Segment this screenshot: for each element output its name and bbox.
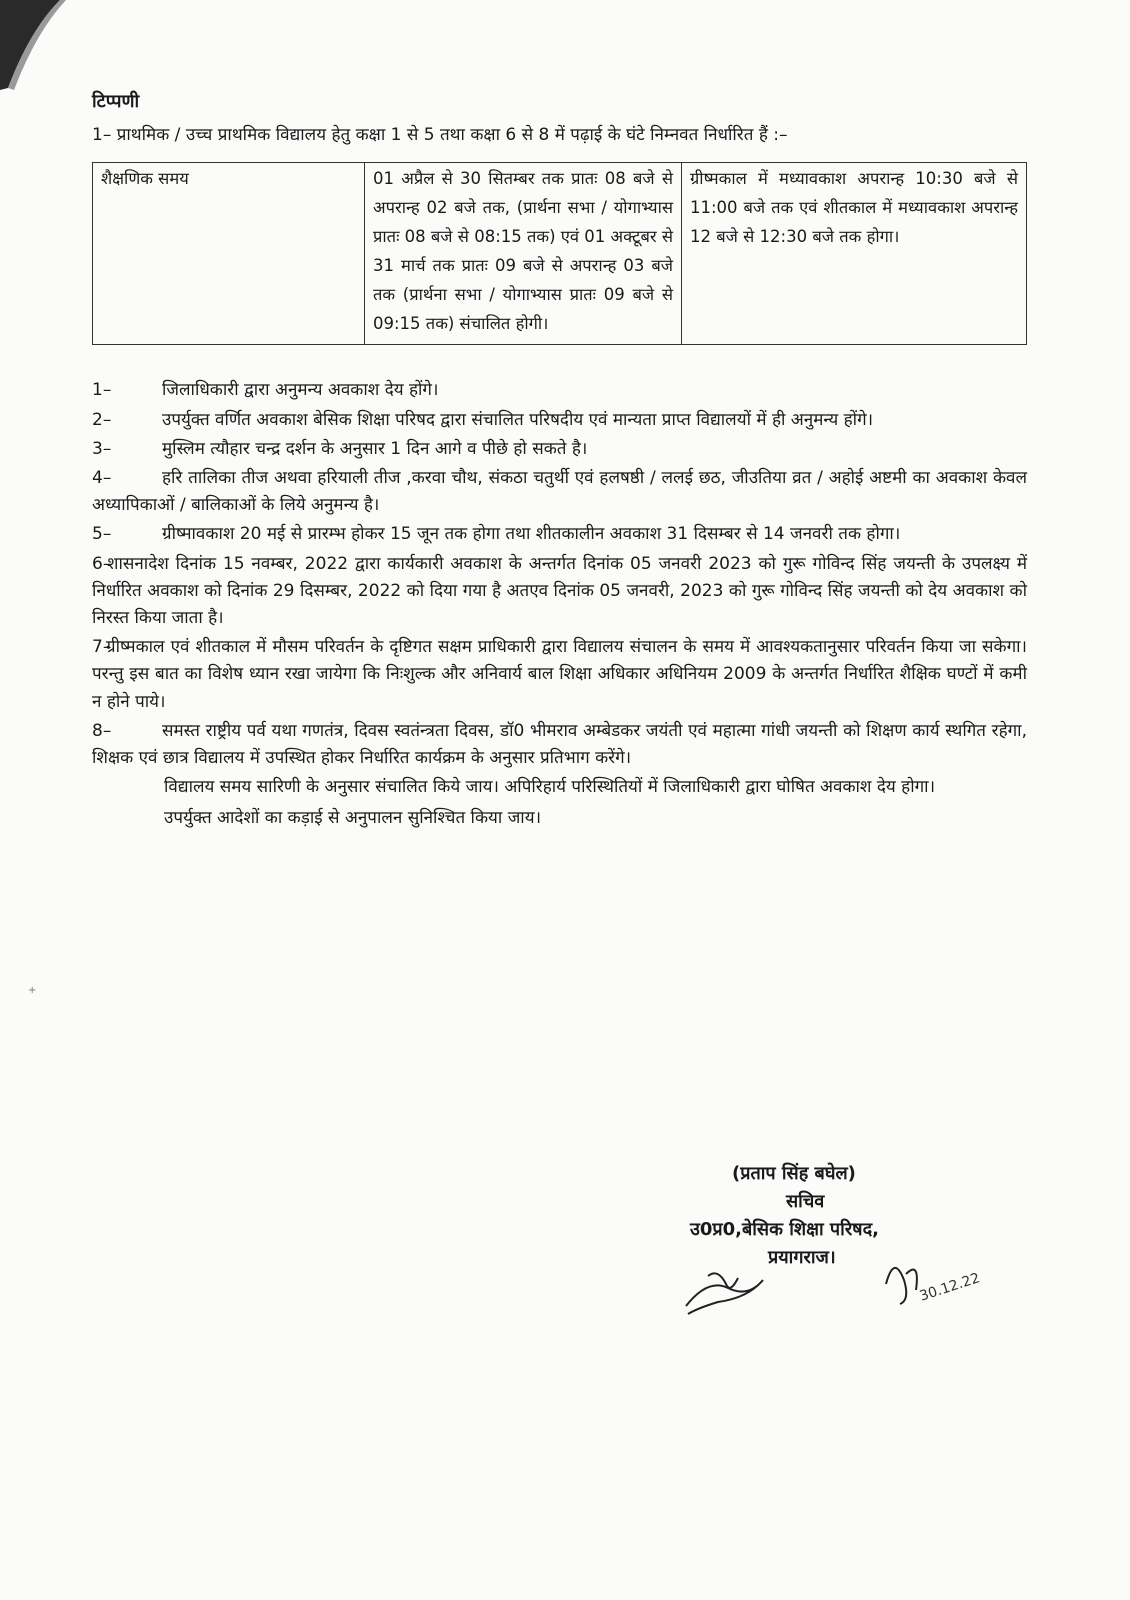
note-text: उपर्युक्त वर्णित अवकाश बेसिक शिक्षा परिषद द्वारा संचालित परिषदीय एवं मान्यता प्राप्त विद्यालयों में ही अनुमन्य होंगे। xyxy=(162,409,874,430)
list-item xyxy=(92,407,1027,434)
interval-detail-cell: ग्रीष्मकाल में मध्यावकाश अपरान्ह 10:30 बजे से 11:00 बजे तक एवं शीतकाल में मध्यावकाश अपरान्ह 12 बजे से 12:30 बजे तक होगा। xyxy=(682,163,1027,345)
note-number: 2– xyxy=(92,409,112,430)
scan-corner-shadow xyxy=(0,0,70,90)
note-number: 1– xyxy=(92,380,112,401)
closing-paragraph: विद्यालय समय सारिणी के अनुसार संचालित किये जाय। अपिरिहार्य परिस्थितियों में जिलाधिकारी द्वारा घोषित अवकाश देय होगा। xyxy=(164,777,936,798)
note-number: 6– xyxy=(92,553,112,574)
note-number: 5– xyxy=(92,524,112,545)
timing-detail-cell: 01 अप्रैल से 30 सितम्बर तक प्रातः 08 बजे से अपरान्ह 02 बजे तक, (प्रार्थना सभा / योगाभ्यास प्रातः 08 बजे से 08:15 तक) एवं 01 अक्टूबर से 31 मार्च तक प्रातः 09 बजे से अपरान्ह 03 बजे तक (प्रार्थना सभा / योगाभ्यास प्रातः 09 बजे से 09:15 तक) संचालित होगी। xyxy=(365,163,682,345)
school-timing-table xyxy=(92,162,1027,345)
scan-speck: + xyxy=(28,985,37,996)
list-item xyxy=(92,436,1027,463)
signatory-office: उ0प्र0,बेसिक शिक्षा परिषद, xyxy=(690,1218,879,1240)
closing-instruction: उपर्युक्त आदेशों का कड़ाई से अनुपालन सुनिश्चित किया जाय। xyxy=(164,808,542,829)
note-text: मुस्लिम त्यौहार चन्द्र दर्शन के अनुसार 1 दिन आगे व पीछे हो सकते है। xyxy=(162,438,588,459)
note-text: शासनादेश दिनांक 15 नवम्बर, 2022 द्वारा कार्यकारी अवकाश के अन्तर्गत दिनांक 05 जनवरी 2023 को गुरू गोविन्द सिंह जयन्ती के उपलक्ष्य में निर्धारित अवकाश को दिनांक 29 दिसम्बर, 2022 को दिया गया है अतएव दिनांक 05 जनवरी, 2023 को गुरू गोविन्द सिंह जयन्ती को देय अवकाश को निरस्त किया जाता है। xyxy=(92,553,1027,628)
signatory-name: (प्रताप सिंह बघेल) xyxy=(732,1163,856,1184)
list-item xyxy=(92,465,1027,519)
list-item xyxy=(92,377,1027,404)
list-item xyxy=(92,521,1027,548)
list-item xyxy=(92,551,1027,633)
list-item xyxy=(92,634,1027,716)
note-text: जिलाधिकारी द्वारा अनुमन्य अवकाश देय होंगे। xyxy=(162,380,439,401)
notes-heading: टिप्पणी xyxy=(92,91,140,112)
notes-list xyxy=(92,377,1027,772)
note-number: 8– xyxy=(92,720,112,741)
signatory-place: प्रयागराज। xyxy=(768,1246,836,1268)
handwritten-signature xyxy=(678,1258,788,1318)
note-number: 3– xyxy=(92,438,112,459)
table-row xyxy=(93,163,1027,345)
document-body xyxy=(92,88,1027,836)
note-number: 4– xyxy=(92,468,112,489)
note-text: ग्रीष्मकाल एवं शीतकाल में मौसम परिवर्तन के दृष्टिगत सक्षम प्राधिकारी द्वारा विद्यालय संचालन के समय में आवश्यकतानुसार परिवर्तन किया जा सकेगा। परन्तु इस बात का विशेष ध्यान रखा जायेगा कि निःशुल्क और अनिवार्य बाल शिक्षा अधिकार अधिनियम 2009 के अन्तर्गत निर्धारित शैक्षिक घण्टों में कमी न होने पाये। xyxy=(92,637,1028,712)
note-number: 7– xyxy=(92,637,112,658)
signatory-designation: सचिव xyxy=(786,1190,825,1212)
timing-label-cell: शैक्षणिक समय xyxy=(93,163,365,345)
note-text: समस्त राष्ट्रीय पर्व यथा गणतंत्र, दिवस स्वतंन्त्रता दिवस, डॉ0 भीमराव अम्बेडकर जयंती एवं महात्मा गांधी जयन्ती को शिक्षण कार्य स्थगित रहेगा, शिक्षक एवं छात्र विद्यालय में उपस्थित होकर निर्धारित कार्यक्रम के अनुसार प्रतिभाग करेंगे। xyxy=(92,720,1027,768)
intro-paragraph: 1– प्राथमिक / उच्च प्राथमिक विद्यालय हेतु कक्षा 1 से 5 तथा कक्षा 6 से 8 में पढ़ाई के घंटे निम्नवत निर्धारित हैं :– xyxy=(92,124,788,145)
note-text: हरि तालिका तीज अथवा हरियाली तीज ,करवा चौथ, संकठा चतुर्थी एवं हलषष्ठी / ललई छठ, जीउतिया व्रत / अहोई अष्टमी का अवकाश केवल अध्यापिकाओं / बालिकाओं के लिये अनुमन्य है। xyxy=(92,468,1027,516)
list-item xyxy=(92,718,1027,772)
note-text: ग्रीष्मावकाश 20 मई से प्रारम्भ होकर 15 जून तक होगा तथा शीतकालीन अवकाश 31 दिसम्बर से 14 जनवरी तक होगा। xyxy=(162,524,901,545)
handwritten-initials-date xyxy=(876,1244,1016,1314)
handwritten-date: 30.12.22 xyxy=(917,1270,982,1305)
